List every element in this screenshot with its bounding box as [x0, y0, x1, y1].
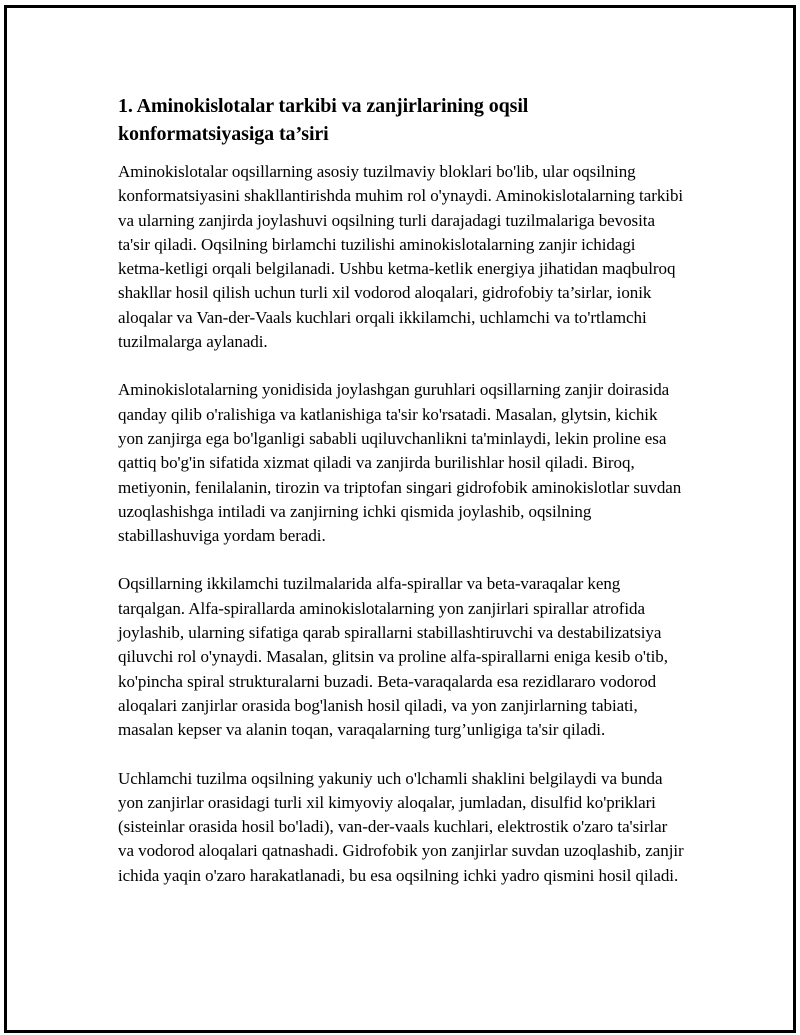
- paragraph-3: Oqsillarning ikkilamchi tuzilmalarida alfa-spirallar va beta-varaqalar keng tarqalgan. Alfa-spirallarda aminokislotalarning yon zanjirlari spirallar atrofida joylashib, ularning sifatiga qarab spirallarni stabillashtiruvchi va destabilizatsiya qiluvchi rol o'ynaydi. Masalan, glitsin va proline alfa-spirallarni eniga kesib o'tib, ko'pincha spiral strukturalarni buzadi. Beta-varaqalarda esa rezidlararo vodorod aloqalari zanjirlar orasida bog'lanish hosil qiladi, va yon zanjirlarning tabiati, masalan kepser va alanin toqan, varaqalarning turg’unligiga ta'sir qiladi.: [118, 574, 668, 740]
- paragraph-2: Aminokislotalarning yonidisida joylashgan guruhlari oqsillarning zanjir doirasida qanday qilib o'ralishiga va katlanishiga ta'sir ko'rsatadi. Masalan, glytsin, kichik yon zanjirga ega bo'lganligi sababli uqiluvchanlikni ta'minlaydi, lekin proline esa qattiq bo'g'in sifatida xizmat qiladi va zanjirda burilishlar hosil qiladi. Biroq, metiyonin, fenilalanin, tirozin va triptofan singari gidrofobik aminokislotlar suvdan uzoqlashishga intiladi va zanjirning ichki qismida joylashib, oqsilning stabillashuviga yordam beradi.: [118, 380, 682, 546]
- section-heading: [118, 92, 684, 148]
- document-body: [118, 92, 684, 888]
- paragraph-1: Aminokislotalar oqsillarning asosiy tuzilmaviy bloklari bo'lib, ular oqsilning konformatsiyasini shakllantirishda muhim rol o'ynaydi. Aminokislotalarning tarkibi va ularning zanjirda joylashuvi oqsilning turli darajadagi tuzilmalariga bevosita ta'sir qiladi. Oqsilning birlamchi tuzilishi aminokislotalarning zanjir ichidagi ketma-ketligi orqali belgilanadi. Ushbu ketma-ketlik energiya jihatidan maqbulroq shakllar hosil qilish uchun turli xil vodorod aloqalari, gidrofobiy ta’sirlar, ionik aloqalar va Van-der-Vaals kuchlari orqali ikkilamchi, uchlamchi va to'rtlamchi tuzilmalarga aylanadi.: [118, 162, 684, 352]
- heading-line-2: konformatsiyasiga ta’siri: [118, 123, 329, 145]
- heading-line-1: 1. Aminokislotalar tarkibi va zanjirlarining oqsil: [118, 95, 529, 117]
- paragraph-4: Uchlamchi tuzilma oqsilning yakuniy uch o'lchamli shaklini belgilaydi va bunda yon zanjirlar orasidagi turli xil kimyoviy aloqalar, jumladan, disulfid ko'priklari (sisteinlar orasida hosil bo'ladi), van-der-vaals kuchlari, elektrostik o'zaro ta'sirlar va vodorod aloqalari qatnashadi. Gidrofobik yon zanjirlar suvdan uzoqlashib, zanjir ichida yaqin o'zaro harakatlanadi, bu esa oqsilning ichki yadro qismini hosil qiladi.: [118, 768, 684, 885]
